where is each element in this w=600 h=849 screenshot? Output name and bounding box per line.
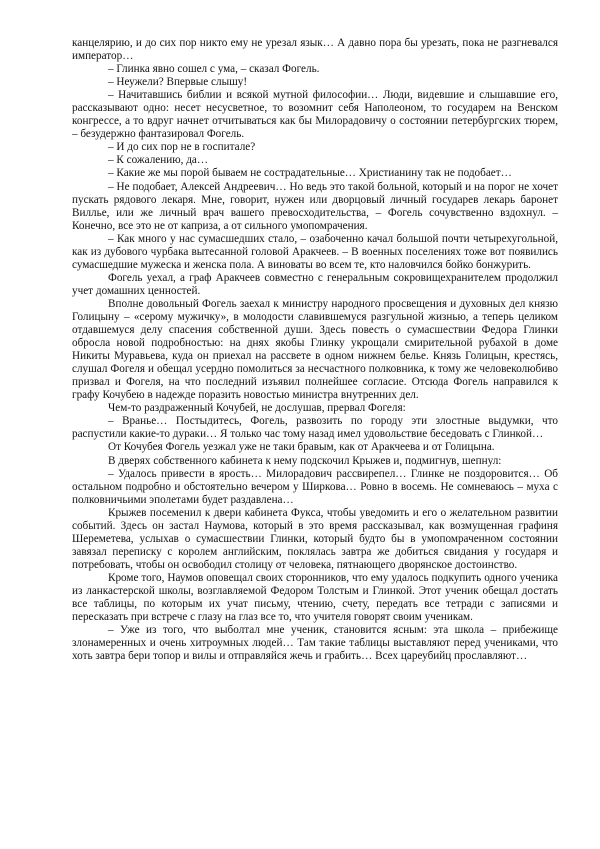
paragraph: – Какие же мы порой бываем не сострадательные… Христианину так не подобает… bbox=[108, 167, 512, 180]
paragraph: В дверях собственного кабинета к нему подскочил Крыжев и, подмигнув, шепнул: bbox=[108, 454, 502, 467]
paragraph: – Глинка явно сошел с ума, – сказал Фогель. bbox=[108, 63, 320, 76]
paragraph: – Вранье… Постыдитесь, Фогель, развозить по городу эти злостные выдумки, что распустили какие-то дураки… Я только час тому назад имел удовольствие беседовать с Глинкой… bbox=[72, 415, 558, 441]
paragraph: Крыжев посеменил к двери кабинета Фукса, чтобы уведомить и его о желательном развитии событий. Здесь он застал Наумова, который в это время рассказывал, как возмущенная графиня Шереметева, услыхав о сумасшествии Глинки, который будто бы в умопомраченном состоянии завязал переписку с королем английским, поклялась завтра же добиться свидания у государя и потребовать, чтобы он освободил столицу от человека, пятнающего дворянское достоинство. bbox=[72, 506, 558, 571]
paragraph: – И до сих пор не в госпитале? bbox=[108, 141, 256, 154]
paragraph: Фогель уехал, а граф Аракчеев совместно с генеральным сокровищехранителем продолжил учет домашних ценностей. bbox=[72, 271, 558, 297]
paragraph: Кроме того, Наумов оповещал своих сторонников, что ему удалось подкупить одного ученика из ланкастерской школы, возглавляемой Федором Толстым и Глинкой. Этот ученик обещал достать все таблицы, по которым их учат письму, чтению, счету, передать все тетради с записями и пересказать при встрече с глазу на глаз все то, что учителя говорят своим ученикам. bbox=[72, 571, 558, 624]
paragraph: Чем-то раздраженный Кочубей, не дослушав, прервал Фогеля: bbox=[108, 402, 406, 415]
paragraph: – Не подобает, Алексей Андреевич… Но ведь это такой больной, который и на порог не хочет пускать рядового лекаря. Мне, говорит, нужен или дворцовый личный государев лекарь баронет Вилльe, или же личный врач вашего превосходительства, – Фогель сочувственно вздохнул. – Конечно, все это не от каприза, а от сильного умопомрачения. bbox=[72, 180, 558, 232]
paragraph: канцелярию, и до сих пор никто ему не урезал язык… А давно пора бы урезать, пока не разгневался император… bbox=[72, 37, 558, 63]
document-page bbox=[72, 37, 558, 663]
paragraph: – Как много у нас сумасшедших стало, – озабоченно качал большой почти четырехугольной, как из дубового чурбака вытесанной головой Аракчеев. – В военных поселениях тоже вот появились сумасшедшие мужеска и женска пола. А виноваты во всем те, кто наловчился бойко бонжурить. bbox=[72, 232, 558, 271]
paragraph: – Начитавшись библии и всякой мутной философии… Люди, видевшие и слышавшие его, рассказывают одно: несет несусветное, то возомнит себя Наполеоном, то государем на Венском конгрессе, а то вдруг начнет отчитываться как бы Милорадовичу о состоянии петербургских тюрем, – безудержно фантазировал Фогель. bbox=[72, 89, 558, 141]
paragraph: – Неужели? Впервые слышу! bbox=[108, 76, 248, 89]
paragraph: – К сожалению, да… bbox=[108, 154, 209, 167]
paragraph: Вполне довольный Фогель заехал к министру народного просвещения и духовных дел князю Голицыну – «серому мужичку», в молодости славившемуся разгульной жизнью, а теперь целиком отдавшемуся делу спасения собственной души. Здесь повесть о сумасшествии Федора Глинки обросла новой подробностью: на днях якобы Глинку укрощали смирительной рубахой в доме Никиты Муравьева, куда он приехал на рассвете в одном нижнем белье. Князь Голицын, крестясь, слушал Фогеля и обещал усердно помолиться за несчастного полковника, к тому же человеколюбиво призвал и Фогеля, на что последний изъявил полнейшее согласие. Отсюда Фогель направился к графу Кочубею в надежде поразить новостью министра внутренних дел. bbox=[72, 297, 558, 402]
paragraph: – Уже из того, что выболтал мне ученик, становится ясным: эта школа – прибежище злонамеренных и очень хитроумных людей… Там такие таблицы выставляют перед учениками, что хоть завтра бери топор и вилы и отправляйся жечь и грабить… Всех цареубийц прославляют… bbox=[72, 624, 558, 663]
paragraph: – Удалось привести в ярость… Милорадович рассвирепел… Глинке не поздоровится… Об остальном подробно и обстоятельно вечером у Ширкова… Ровно в восемь. Не сомневаюсь – муха с полковничьими эполетами будет раздавлена… bbox=[72, 467, 558, 506]
paragraph: От Кочубея Фогель уезжал уже не таки бравым, как от Аракчеева и от Голицына. bbox=[108, 441, 495, 454]
